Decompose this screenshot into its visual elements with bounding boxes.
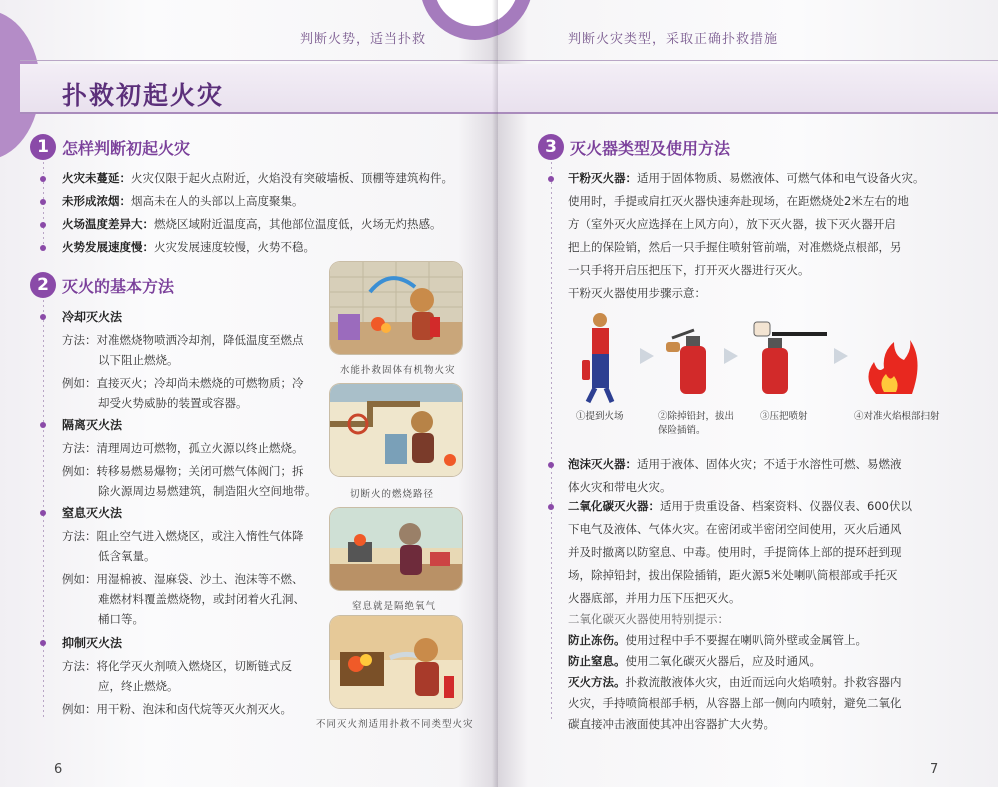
page-number: 6: [54, 762, 63, 777]
co2-line: 并及时撤离以防窒息、中毒。使用时，手提筒体上部的提环赶到现: [568, 545, 902, 559]
dry-powder-line: 方（室外灭火应选择在上风方向），放下灭火器，拔下灭火器开启: [568, 217, 896, 231]
method-name: 冷却灭火法: [62, 310, 123, 324]
illustration-isolation: [330, 384, 462, 476]
step-caption: ①提到火场: [576, 411, 624, 422]
co2-tip: 防止冻伤。使用过程中手不要握在喇叭筒外壁或金属管上。: [568, 633, 867, 647]
page-number: 7: [930, 762, 939, 777]
running-head: 判断火灾类型，采取正确扑救措施: [568, 32, 779, 47]
co2-tip: 火灾，手持喷筒根部手柄，从容器上部一侧向内喷射，避免二氧化: [568, 696, 902, 710]
method-line: 方法：将化学灭火剂喷入燃烧区，切断链式反: [62, 659, 292, 673]
judge-item: 火灾未蔓延：火灾仅限于起火点附近，火焰没有突破墙板、顶棚等建筑构件。: [62, 171, 453, 185]
co2-line: 场，除掉铅封，拔出保险插销，距火源5米处喇叭筒根部或手托灭: [568, 568, 898, 582]
section-3-heading: [538, 134, 730, 160]
bullet: [40, 422, 46, 428]
chapter-band: [498, 64, 998, 114]
method-name: 隔离灭火法: [62, 418, 123, 432]
section-number: 3: [538, 134, 564, 160]
bullet: [40, 245, 46, 251]
top-decoration: [498, 0, 533, 40]
method-line: 例如：用湿棉被、湿麻袋、沙土、泡沫等不燃、: [62, 572, 304, 586]
person-icon: [582, 313, 612, 402]
method-line: 例如：用干粉、泡沫和卤代烷等灭火剂灭火。: [62, 702, 292, 716]
chapter-title: 扑救初起火灾: [62, 81, 225, 110]
bullet: [40, 176, 46, 182]
step-caption: ③压把喷射: [760, 411, 808, 422]
co2-line: 下电气及液体、气体火灾。在密闭或半密闭空间使用，灭火后通风: [568, 522, 902, 536]
section-title: 灭火器类型及使用方法: [570, 138, 731, 158]
illustration-caption: 不同灭火剂适用扑救不同类型火灾: [316, 719, 474, 730]
bullet: [40, 222, 46, 228]
top-decoration: [420, 0, 498, 40]
bullet: [40, 640, 46, 646]
dry-powder-line: 干粉灭火器：适用于固体物质、易燃液体、可燃气体和电气设备火灾。: [568, 171, 925, 185]
method-name: 窒息灭火法: [62, 506, 123, 520]
bullet: [40, 199, 46, 205]
section-number: 1: [30, 134, 56, 160]
judge-item: 火场温度差异大：燃烧区域附近温度高，其他部位温度低，火场无灼热感。: [62, 217, 442, 231]
step-caption: ②除掉铅封，拔出保险插销。: [658, 411, 735, 436]
illustration-cooling: [330, 262, 462, 354]
co2-tip-heading: 二氧化碳灭火器使用特别提示：: [568, 612, 729, 626]
bullet: [548, 462, 554, 468]
method-line: 例如：转移易燃易爆物；关闭可燃气体阀门；拆: [62, 464, 304, 478]
illustration-suffocation: [330, 508, 462, 590]
method-line: 方法：清理周边可燃物，孤立火源以终止燃烧。: [62, 441, 304, 455]
section-number: 2: [30, 272, 56, 298]
bullet: [40, 510, 46, 516]
method-line: 方法：对准燃烧物喷洒冷却剂，降低温度至燃点: [62, 333, 304, 347]
co2-tip: 灭火方法。扑救流散液体火灾，由近而远向火焰喷射。扑救容器内: [568, 675, 902, 689]
method-line: 以下阻止燃烧。: [98, 353, 179, 367]
co2-tip: 防止窒息。使用二氧化碳灭火器后，应及时通风。: [568, 654, 821, 668]
method-line: 应，终止燃烧。: [98, 679, 179, 693]
dry-powder-line: 把上的保险销，然后一只手握住喷射管前端，对准燃烧点根部，另: [568, 240, 902, 254]
section-2-heading: [30, 272, 174, 298]
bullet: [40, 314, 46, 320]
co2-tip: 碳直接冲击液面使其冲出容器扩大火势。: [568, 717, 775, 731]
dotted-guide: [551, 162, 552, 722]
illustration-caption: 切断火的燃烧路径: [350, 489, 435, 500]
bullet: [548, 176, 554, 182]
extinguisher-icon: [754, 322, 827, 394]
section-1-heading: [30, 134, 190, 160]
foam-line: 泡沫灭火器：适用于液体、固体火灾；不适于水溶性可燃、易燃液: [568, 457, 902, 471]
header-rule: [20, 60, 498, 61]
dry-powder-line: 使用时，手提或肩扛灭火器快速奔赴现场，在距燃烧处2米左右的地: [568, 194, 909, 208]
co2-line: 二氧化碳灭火器：适用于贵重设备、档案资料、仪器仪表、600伏以: [568, 499, 912, 513]
method-line: 例如：直接灭火；冷却尚未燃烧的可燃物质；冷: [62, 376, 304, 390]
extinguisher-steps-diagram: [578, 306, 918, 406]
method-name: 抑制灭火法: [62, 636, 123, 650]
extinguisher-icon: [666, 330, 706, 394]
section-title: 怎样判断初起火灾: [62, 138, 191, 158]
illustration-caption: 水能扑救固体有机物火灾: [340, 365, 456, 376]
bullet: [548, 504, 554, 510]
method-line: 桶口等。: [98, 612, 144, 626]
dry-powder-line: 一只手将开启压把压下，打开灭火器进行灭火。: [568, 263, 810, 277]
method-line: 却受火势威胁的装置或容器。: [98, 396, 248, 410]
step-caption: ④对准火焰根部扫射: [854, 411, 940, 422]
running-head: 判断火势，适当扑救: [300, 32, 427, 47]
header-rule: [498, 60, 998, 61]
fire-icon: [868, 340, 917, 394]
co2-line: 火器底部，并用力压下压把灭火。: [568, 591, 741, 605]
right-page: [498, 0, 998, 787]
method-line: 除火源周边易燃建筑，制造阻火空间地带。: [98, 484, 317, 498]
section-title: 灭火的基本方法: [62, 276, 175, 296]
dry-powder-line: 干粉灭火器使用步骤示意：: [568, 286, 706, 300]
method-line: 低含氧量。: [98, 549, 156, 563]
illustration-inhibition: [330, 616, 462, 708]
foam-line: 体火灾和带电火灾。: [568, 480, 672, 494]
method-line: 方法：阻止空气进入燃烧区，或注入惰性气体降: [62, 529, 304, 543]
left-page: [0, 0, 498, 787]
method-line: 难燃材料覆盖燃烧物，或封闭着火孔洞、: [98, 592, 305, 606]
illustration-caption: 窒息就是隔绝氧气: [352, 601, 437, 612]
judge-item: 未形成浓烟：烟高未在人的头部以上高度聚集。: [62, 194, 304, 208]
judge-item: 火势发展速度慢：火灾发展速度较慢，火势不稳。: [62, 240, 315, 254]
